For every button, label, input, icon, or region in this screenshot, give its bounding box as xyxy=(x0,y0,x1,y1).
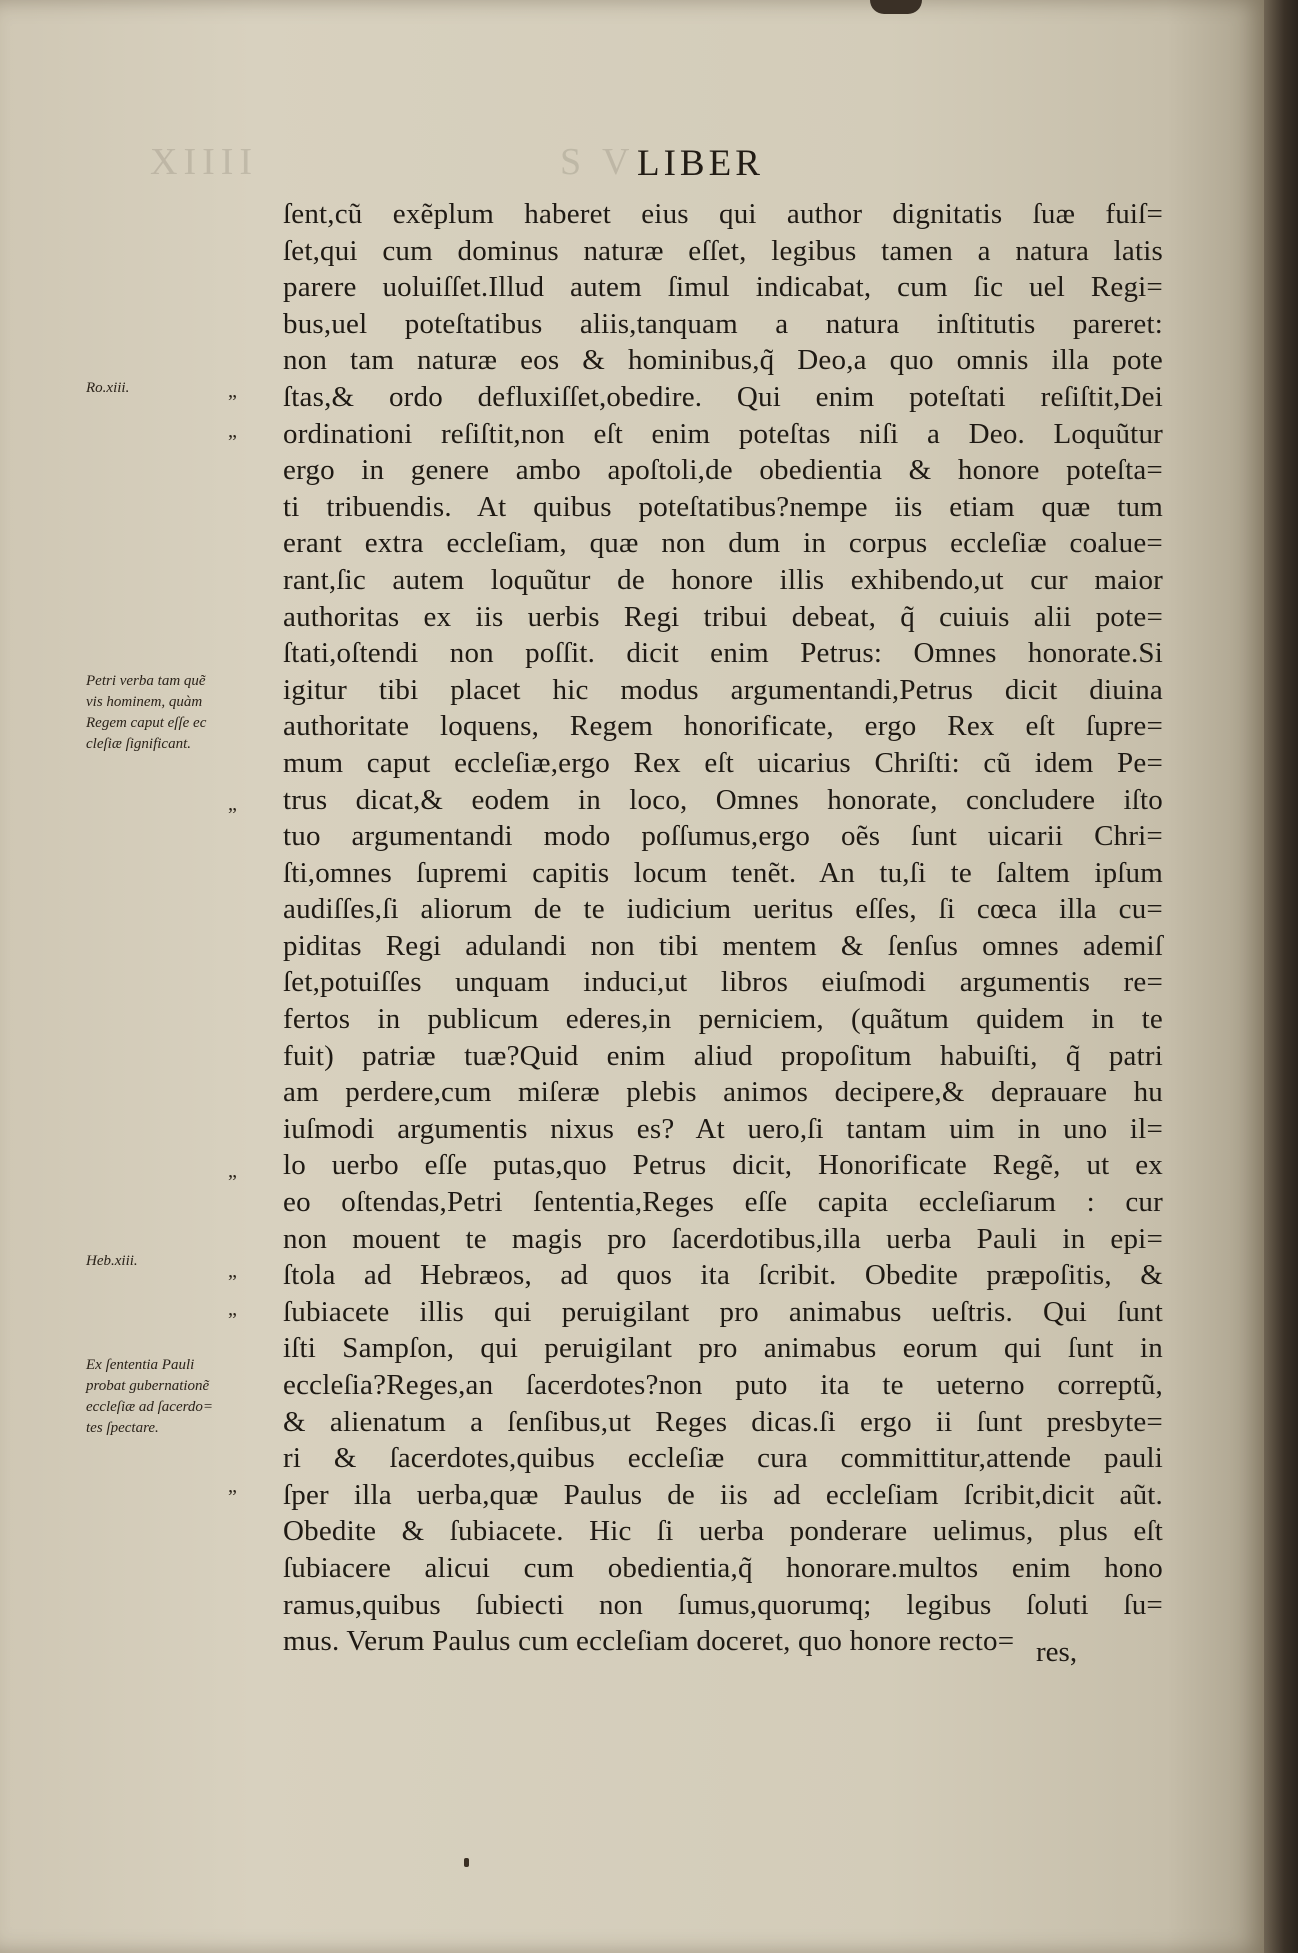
text-line: ſtati,oſtendi non poſſit. dicit enim Petrus: Omnes honorate.Si xyxy=(283,637,1163,670)
text-line: piditas Regi adulandi non tibi mentem & ſenſus omnes ademiſ xyxy=(283,929,1163,962)
running-header: LIBER xyxy=(637,143,764,184)
text-line: ſent,cũ exẽplum haberet eius qui author dignitatis ſuæ fuiſ= xyxy=(283,198,1163,230)
text-line: authoritas ex iis uerbis Regi tribui debeat, q̃ cuiuis alii pote= xyxy=(283,600,1163,633)
text-line: fertos in publicum ederes,in perniciem, (quãtum quidem in te xyxy=(283,1003,1163,1036)
margin-note-romans: Ro.xiii. xyxy=(86,380,130,396)
text-line: trus dicat,& eodem in loco, Omnes honorate, concludere iſto xyxy=(283,783,1163,816)
margin-note-line: Ex ſententia Pauli xyxy=(86,1357,195,1373)
text-line: ſet,qui cum dominus naturæ eſſet, legibus tamen a natura latis xyxy=(283,234,1163,267)
text-line: ergo in genere ambo apoſtoli,de obedientia & honore poteſta= xyxy=(283,454,1163,487)
text-line: rant,ſic autem loquũtur de honore illis exhibendo,ut cur maior xyxy=(283,563,1163,596)
quote-mark: „ xyxy=(228,1298,237,1320)
text-line: ſti,omnes ſupremi capitis locum tenẽt. An tu,ſi te ſaltem ipſum xyxy=(283,856,1163,889)
text-line: non tam naturæ eos & hominibus,q̃ Deo,a quo omnis illa pote xyxy=(283,344,1163,377)
text-line: erant extra eccleſiam, quæ non dum in corpus eccleſiæ coalue= xyxy=(283,527,1163,560)
text-line: iuſmodi argumentis nixus es? At uero,ſi tantam uim in uno il= xyxy=(283,1112,1163,1145)
margin-note-line: tes ſpectare. xyxy=(86,1420,159,1436)
quote-mark: „ xyxy=(228,1260,237,1282)
text-line: tuo argumentandi modo poſſumus,ergo oẽs ſunt uicarii Chri= xyxy=(283,820,1163,853)
text-line: bus,uel poteſtatibus aliis,tanquam a natura inſtitutis pareret: xyxy=(283,307,1163,340)
text-line: iſti Sampſon, qui peruigilant pro animabus eorum qui ſunt in xyxy=(283,1332,1163,1365)
text-line: ri & ſacerdotes,quibus eccleſiæ cura committitur,attende pauli xyxy=(283,1442,1163,1475)
text-line: igitur tibi placet hic modus argumentandi,Petrus dicit diuina xyxy=(283,673,1163,706)
text-line: mum caput eccleſiæ,ergo Rex eſt uicarius Chriſti: cũ idem Pe= xyxy=(283,746,1163,779)
margin-note-paulus xyxy=(86,1355,261,1439)
margin-note-petrus xyxy=(86,671,261,755)
text-line: mus. Verum Paulus cum eccleſiam doceret, quo honore recto= xyxy=(283,1625,1015,1658)
ink-blot xyxy=(464,1858,469,1867)
text-line: ſtola ad Hebræos, ad quos ita ſcribit. Obedite præpoſitis, & xyxy=(283,1259,1163,1292)
text-line: lo uerbo eſſe putas,quo Petrus dicit, Honorificate Regẽ, ut ex xyxy=(283,1149,1163,1182)
text-line: ti tribuendis. At quibus poteſtatibus?nempe iis etiam quæ tum xyxy=(283,490,1163,523)
text-line: ordinationi reſiſtit,non eſt enim poteſtas niſi a Deo. Loquũtur xyxy=(283,417,1163,450)
text-line: am perdere,cum miſeræ plebis animos decipere,& deprauare hu xyxy=(283,1076,1163,1109)
text-line: eccleſia?Reges,an ſacerdotes?non puto ita te ueterno correptũ, xyxy=(283,1369,1163,1401)
catchword: res, xyxy=(1036,1636,1078,1668)
text-line: eo oſtendas,Petri ſententia,Reges eſſe capita eccleſiarum : cur xyxy=(283,1186,1163,1219)
margin-note-line: cleſiæ ſignificant. xyxy=(86,736,191,752)
text-line: ſubiacete illis qui peruigilant pro animabus ueſtris. Qui ſunt xyxy=(283,1295,1163,1328)
quote-mark: „ xyxy=(228,1475,237,1497)
text-line: non mouent te magis pro ſacerdotibus,illa uerba Pauli in epi= xyxy=(283,1222,1163,1255)
margin-note-line: vis hominem, quàm xyxy=(86,694,203,710)
quote-mark: „ xyxy=(228,420,237,442)
text-line: authoritate loquens, Regem honorificate, ergo Rex eſt ſupre= xyxy=(283,710,1163,743)
margin-note-line: Petri verba tam quẽ xyxy=(86,673,206,689)
bleed-through-left: XIIII xyxy=(150,141,259,183)
text-line: parere uoluiſſet.Illud autem ſimul indicabat, cum ſic uel Regi= xyxy=(283,271,1163,304)
margin-note-line: Regem caput eſſe ec xyxy=(86,715,207,731)
quote-mark: „ xyxy=(228,793,237,815)
page-tear xyxy=(870,0,922,14)
body-text xyxy=(283,196,1163,1660)
book-spine xyxy=(1264,0,1298,1953)
text-line: ramus,quibus ſubiecti non ſumus,quorumq; legibus ſoluti ſu= xyxy=(283,1588,1163,1621)
bleed-through-mid: S V xyxy=(560,141,636,183)
text-line: ſet,potuiſſes unquam induci,ut libros eiuſmodi argumentis re= xyxy=(283,966,1163,999)
margin-note-hebrews: Heb.xiii. xyxy=(86,1253,138,1269)
text-line: ſper illa uerba,quæ Paulus de iis ad eccleſiam ſcribit,dicit aũt. xyxy=(283,1478,1163,1511)
margin-note-line: probat gubernationẽ xyxy=(86,1378,210,1394)
quote-mark: „ xyxy=(228,380,237,402)
margin-note-line: eccleſiæ ad ſacerdo= xyxy=(86,1399,214,1415)
text-line: Obedite & ſubiacete. Hic ſi uerba ponderare uelimus, plus eſt xyxy=(283,1515,1163,1548)
quote-mark: „ xyxy=(228,1160,237,1182)
text-line: & alienatum a ſenſibus,ut Reges dicas.ſi ergo ii ſunt presbyte= xyxy=(283,1405,1163,1438)
text-line: ſtas,& ordo defluxiſſet,obedire. Qui enim poteſtati reſiſtit,Dei xyxy=(283,380,1163,413)
text-line: ſubiacere alicui cum obedientia,q̃ honorare.multos enim hono xyxy=(283,1551,1163,1584)
text-line: fuit) patriæ tuæ?Quid enim aliud propoſitum habuiſti, q̃ patri xyxy=(283,1039,1163,1072)
text-line: audiſſes,ſi aliorum de te iudicium ueritus eſſes, ſi cœca illa cu= xyxy=(283,893,1163,926)
